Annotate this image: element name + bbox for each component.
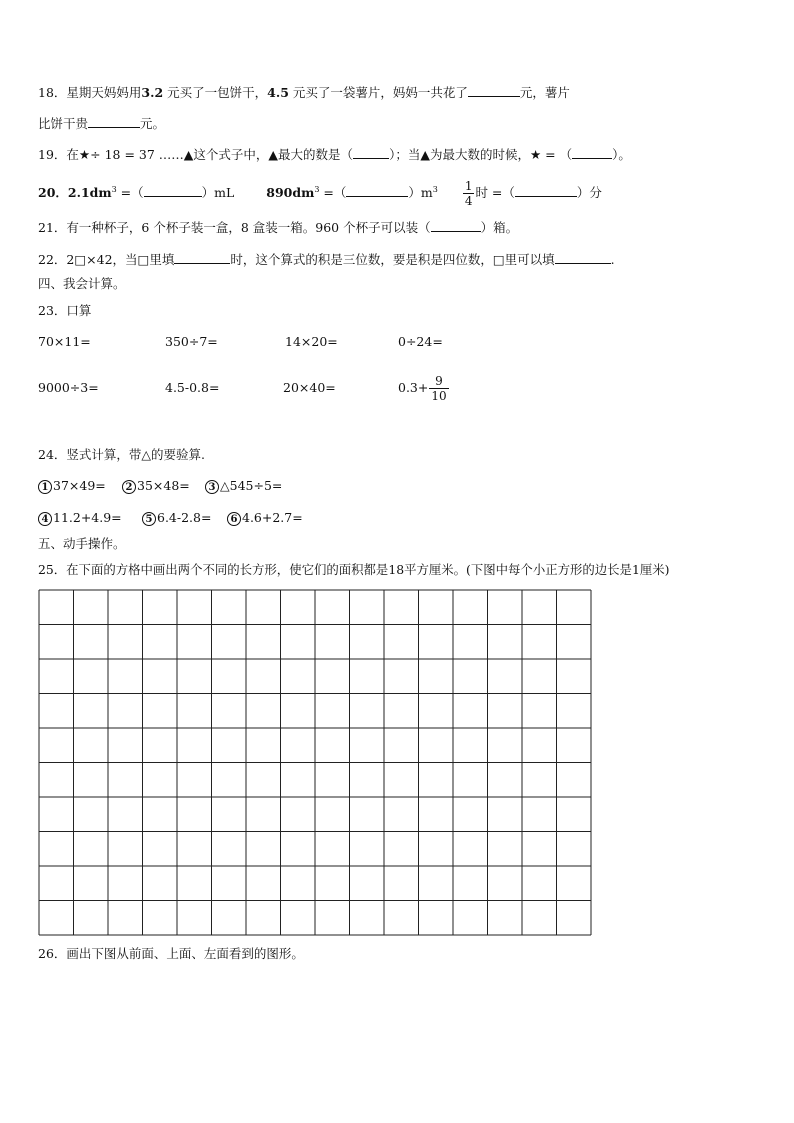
- vertical-calc-item: [142, 510, 211, 526]
- circled-number: 5: [142, 512, 156, 526]
- circled-number: 4: [38, 512, 52, 526]
- q19-text: ）。: [612, 147, 631, 162]
- answer-blank[interactable]: [144, 184, 202, 197]
- q22-line: [38, 251, 615, 268]
- q24-title: 24．竖式计算，带△的要验算.: [38, 447, 205, 462]
- vertical-calc-item: [122, 478, 190, 494]
- fraction: [429, 374, 448, 403]
- q18-text: 元，薯片: [519, 85, 570, 100]
- answer-blank[interactable]: [353, 146, 389, 159]
- calc-text: 4.6+2.7=: [242, 510, 303, 525]
- q18-text: 比饼干贵: [38, 116, 89, 131]
- calc-item: 9000÷3=: [38, 380, 99, 395]
- triangle-icon: ▲: [183, 147, 194, 162]
- calc-item: [398, 368, 450, 408]
- star-icon: ★: [529, 147, 542, 162]
- q20-text: ）分: [576, 185, 602, 201]
- q25-title: 25．在下面的方格中画出两个不同的长方形，使它们的面积都是18平方厘米。(下图中每个小正方形的边长是1厘米): [38, 562, 670, 577]
- q20-text: 890dm: [266, 185, 315, 201]
- calc-text: △545÷5=: [220, 478, 283, 493]
- fraction-denominator: 10: [431, 389, 447, 403]
- q26-title: 26．画出下图从前面、上面、左面看到的图形。: [38, 946, 304, 961]
- triangle-icon: ▲: [420, 147, 430, 162]
- q21-text: 21．有一种杯子，6 个杯子装一盒，8 盒装一箱。960 个杯子可以装（: [38, 220, 431, 235]
- fraction-numerator: 1: [464, 179, 473, 194]
- fraction: [463, 179, 475, 208]
- answer-blank[interactable]: [572, 146, 612, 159]
- q20-text: =（: [116, 185, 144, 201]
- section-heading: 五、动手操作。: [38, 536, 126, 551]
- calc-item: 14×20=: [285, 334, 338, 349]
- fraction-numerator: 9: [429, 374, 448, 389]
- q19-text: 这个式子中，: [193, 147, 269, 162]
- q22-text: 时，这个算式的积是三位数，要是积是四位数，□里可以填: [230, 252, 555, 267]
- q20-text: 时 =（: [475, 185, 515, 201]
- exponent: 3: [314, 185, 320, 194]
- calc-text: 11.2+4.9=: [53, 510, 122, 525]
- q18-value: 4.5: [267, 85, 289, 100]
- q20-text: =（: [319, 185, 347, 201]
- exponent: 3: [432, 185, 438, 194]
- fraction-denominator: 4: [464, 194, 473, 209]
- q18-value: 3.2: [141, 85, 164, 100]
- calc-item: 4.5-0.8=: [165, 380, 220, 395]
- q20-text: 20．2.1dm: [38, 185, 112, 201]
- vertical-calc-item: [205, 478, 282, 494]
- triangle-icon: ▲: [268, 147, 279, 162]
- answer-blank[interactable]: [346, 184, 408, 197]
- vertical-calc-item: [38, 478, 106, 494]
- q20-line: [38, 173, 602, 210]
- calc-text: 0.3+: [398, 380, 429, 395]
- q22-text: .: [610, 252, 615, 267]
- calc-item: 20×40=: [283, 380, 336, 395]
- answer-blank[interactable]: [468, 84, 520, 97]
- q18-text: 元买了一袋薯片，妈妈一共花了: [292, 85, 468, 100]
- vertical-calc-item: [227, 510, 303, 526]
- q21-text: ）箱。: [480, 220, 519, 235]
- q23-title: 23．口算: [38, 303, 92, 318]
- circled-number: 3: [205, 480, 219, 494]
- q19-text: = （: [541, 147, 573, 162]
- calc-item: 70×11=: [38, 334, 91, 349]
- answer-blank[interactable]: [88, 115, 140, 128]
- q18-text: 元。: [140, 116, 166, 131]
- section-heading: 四、我会计算。: [38, 276, 126, 291]
- q19-text: 19．在: [38, 147, 79, 162]
- circled-number: 1: [38, 480, 52, 494]
- q18-text: 元买了一包饼干，: [167, 85, 268, 100]
- answer-blank[interactable]: [515, 184, 577, 197]
- calc-item: 350÷7=: [165, 334, 218, 349]
- q19-text: 为最大数的时候，: [429, 147, 530, 162]
- q21-line: [38, 219, 518, 236]
- q18-line2: [38, 115, 165, 132]
- q19-line: [38, 146, 631, 163]
- answer-blank[interactable]: [431, 219, 481, 232]
- answer-blank[interactable]: [174, 251, 230, 264]
- q19-text: ）；当: [389, 147, 421, 162]
- q18-text: 18．星期天妈妈用: [38, 85, 142, 100]
- exponent: 3: [111, 185, 117, 194]
- vertical-calc-item: [38, 510, 122, 526]
- q20-text: ）m: [408, 185, 433, 201]
- q19-text: ÷ 18 = 37 ……: [90, 147, 184, 162]
- calc-text: 37×49=: [53, 478, 106, 493]
- answer-blank[interactable]: [555, 251, 611, 264]
- calc-text: 35×48=: [137, 478, 190, 493]
- star-icon: ★: [78, 147, 91, 162]
- calc-text: 6.4-2.8=: [157, 510, 212, 525]
- calc-item: 0÷24=: [398, 334, 443, 349]
- square-grid[interactable]: [38, 589, 592, 936]
- q20-text: ）mL: [201, 185, 235, 201]
- q22-text: 22．2□×42，当□里填: [38, 252, 175, 267]
- circled-number: 2: [122, 480, 136, 494]
- circled-number: 6: [227, 512, 241, 526]
- q18-line1: [38, 84, 570, 101]
- q19-text: 最大的数是（: [278, 147, 354, 162]
